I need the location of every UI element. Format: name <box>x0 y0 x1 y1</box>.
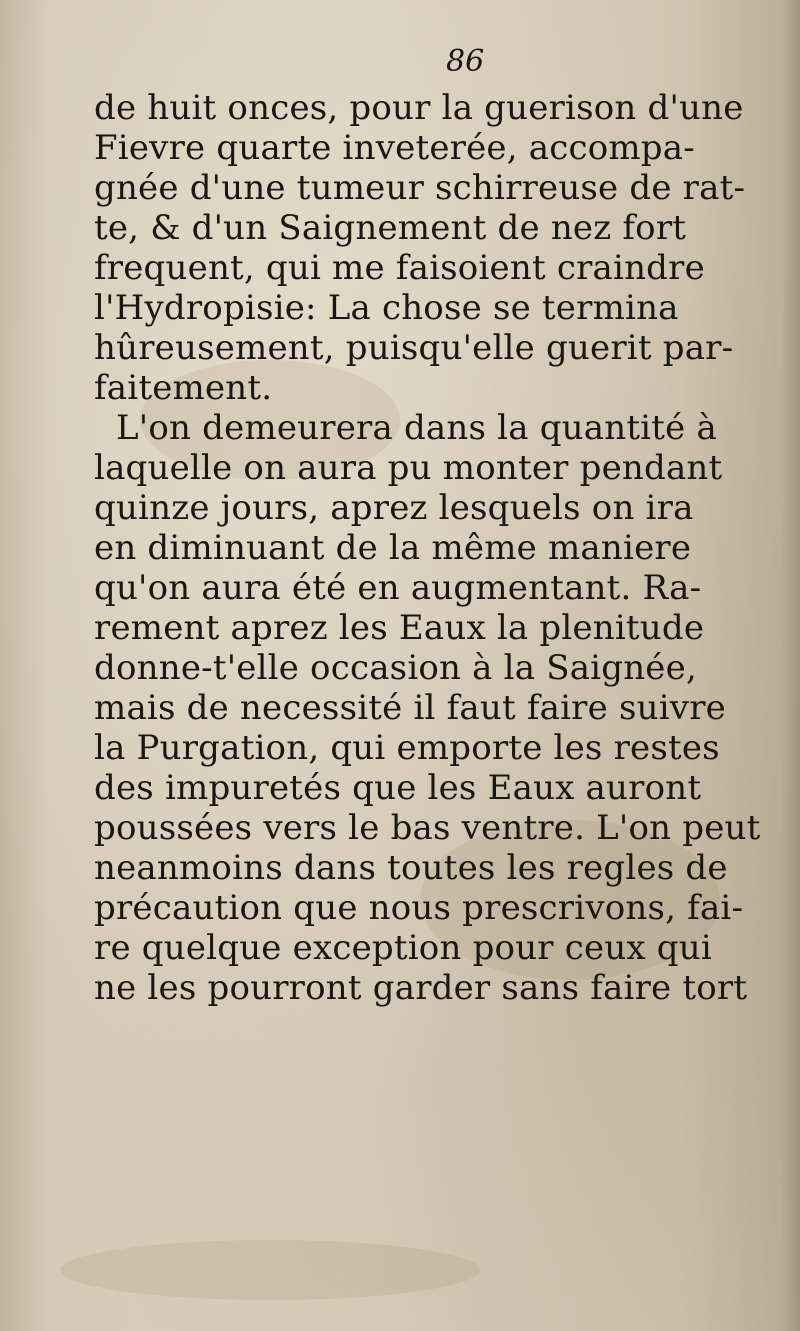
body-text <box>94 88 794 1008</box>
text-line: gnée d'une tumeur schirreuse de rat- <box>94 168 746 208</box>
page-number: 86 <box>446 44 485 79</box>
paper-stain <box>60 1240 480 1300</box>
text-line: rement aprez les Eaux la plenitude <box>94 608 705 648</box>
text-line: re quelque exception pour ceux qui <box>94 928 712 968</box>
text-line: ne les pourront garder sans faire tort <box>94 968 748 1008</box>
text-line: te, & d'un Saignement de nez fort <box>94 208 687 248</box>
text-line: précaution que nous prescrivons, fai- <box>94 888 744 928</box>
text-line: des impuretés que les Eaux auront <box>94 768 702 808</box>
paragraph-start-line: L'on demeurera dans la quantité à <box>116 408 717 448</box>
text-line: neanmoins dans toutes les regles de <box>94 848 728 888</box>
text-line: la Purgation, qui emporte les restes <box>94 728 720 768</box>
text-line: de huit onces, pour la guerison d'une <box>94 88 744 128</box>
text-line: en diminuant de la même maniere <box>94 528 692 568</box>
text-line: Fievre quarte inveterée, accompa- <box>94 128 695 168</box>
text-line: qu'on aura été en augmentant. Ra- <box>94 568 702 608</box>
text-line: frequent, qui me faisoient craindre <box>94 248 705 288</box>
text-line: quinze jours, aprez lesquels on ira <box>94 488 694 528</box>
text-line: donne-t'elle occasion à la Saignée, <box>94 648 697 688</box>
text-line: mais de necessité il faut faire suivre <box>94 688 726 728</box>
text-line: laquelle on aura pu monter pendant <box>94 448 723 488</box>
text-line: poussées vers le bas ventre. L'on peut <box>94 808 761 848</box>
text-line: hûreusement, puisqu'elle guerit par- <box>94 328 734 368</box>
text-line: faitement. <box>94 368 273 408</box>
text-line: l'Hydropisie: La chose se termina <box>94 288 679 328</box>
